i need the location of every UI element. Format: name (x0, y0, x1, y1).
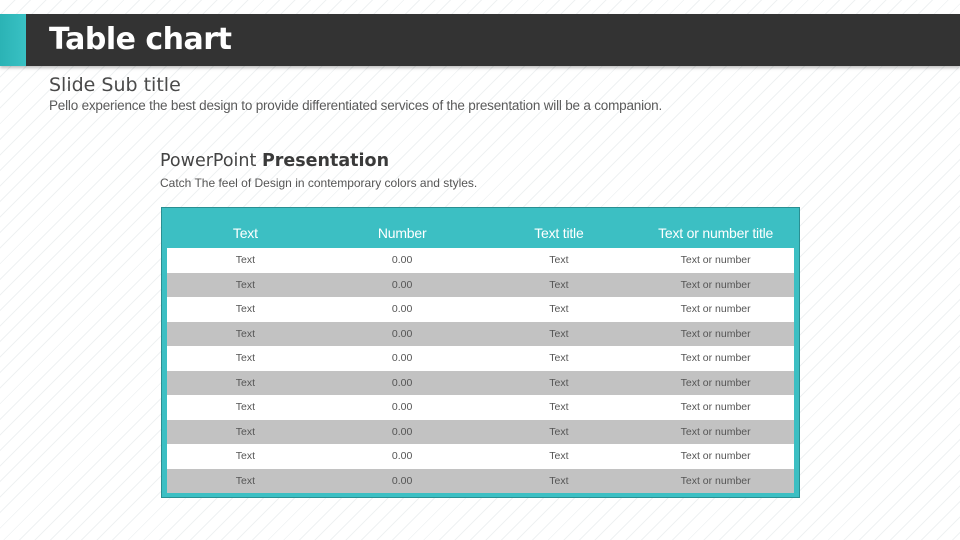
table-row (167, 297, 794, 322)
title-bar (0, 14, 960, 66)
table-cell: Text (235, 352, 255, 364)
table-cell: Text (235, 401, 255, 413)
table-cell: Text (235, 278, 255, 291)
table-row (167, 395, 794, 420)
table-header-cell: Number (377, 225, 427, 241)
table-header-cell: Text or number title (658, 225, 774, 241)
table-cell: Text or number (680, 327, 751, 340)
table-cell: Text (549, 425, 569, 438)
slide-title: Table chart (49, 22, 232, 57)
table-cell: 0.00 (391, 327, 413, 340)
data-table (161, 207, 800, 498)
table-header-row (167, 220, 794, 246)
table-cell: Text (235, 327, 255, 340)
table-row (167, 444, 794, 469)
table-cell: Text (549, 474, 569, 487)
table-cell: Text or number (680, 450, 751, 462)
title-accent (0, 14, 26, 66)
table-cell: 0.00 (391, 303, 413, 315)
table-row (167, 322, 794, 347)
table-cell: Text (235, 450, 255, 462)
table-row (167, 371, 794, 396)
table-cell: 0.00 (391, 352, 413, 364)
table-row (167, 346, 794, 371)
table-cell: Text or number (680, 278, 751, 291)
table-cell: 0.00 (391, 278, 413, 291)
table-body (167, 248, 794, 493)
table-cell: Text or number (680, 376, 751, 389)
table-cell: 0.00 (391, 376, 413, 389)
table-cell: 0.00 (391, 254, 413, 266)
table-cell: Text or number (680, 401, 751, 413)
table-cell: Text (549, 450, 569, 462)
slide-subtitle: Slide Sub title (49, 74, 181, 96)
table-cell: Text (235, 425, 255, 438)
section-title-light: PowerPoint (160, 151, 262, 171)
table-cell: Text (235, 474, 255, 487)
table-row (167, 420, 794, 445)
table-cell: Text or number (680, 474, 751, 487)
table-cell: Text or number (680, 303, 751, 315)
table-row (167, 248, 794, 273)
table-cell: Text (549, 254, 569, 266)
section-description: Catch The feel of Design in contemporary colors and styles. (160, 176, 478, 190)
section-title (160, 151, 389, 171)
table-cell: 0.00 (391, 425, 413, 438)
table-cell: 0.00 (391, 450, 413, 462)
table-cell: 0.00 (391, 474, 413, 487)
table-cell: Text (549, 303, 569, 315)
table-cell: Text (549, 327, 569, 340)
table-header-cell: Text (232, 225, 258, 241)
table-cell: Text (235, 254, 255, 266)
table-cell: Text (235, 303, 255, 315)
table-cell: Text (549, 352, 569, 364)
table-cell: Text or number (680, 425, 751, 438)
table-cell: Text (549, 401, 569, 413)
table-header-cell: Text title (534, 225, 584, 241)
table-cell: 0.00 (391, 401, 413, 413)
table-row (167, 273, 794, 298)
table-cell: Text (549, 376, 569, 389)
table-row (167, 469, 794, 494)
section-title-bold: Presentation (261, 151, 390, 171)
slide-description: Pello experience the best design to provide differentiated services of the presentation will be a companion. (49, 98, 663, 113)
table-cell: Text or number (680, 254, 751, 266)
table-cell: Text (235, 376, 255, 389)
table-cell: Text or number (680, 352, 751, 364)
table-cell: Text (549, 278, 569, 291)
